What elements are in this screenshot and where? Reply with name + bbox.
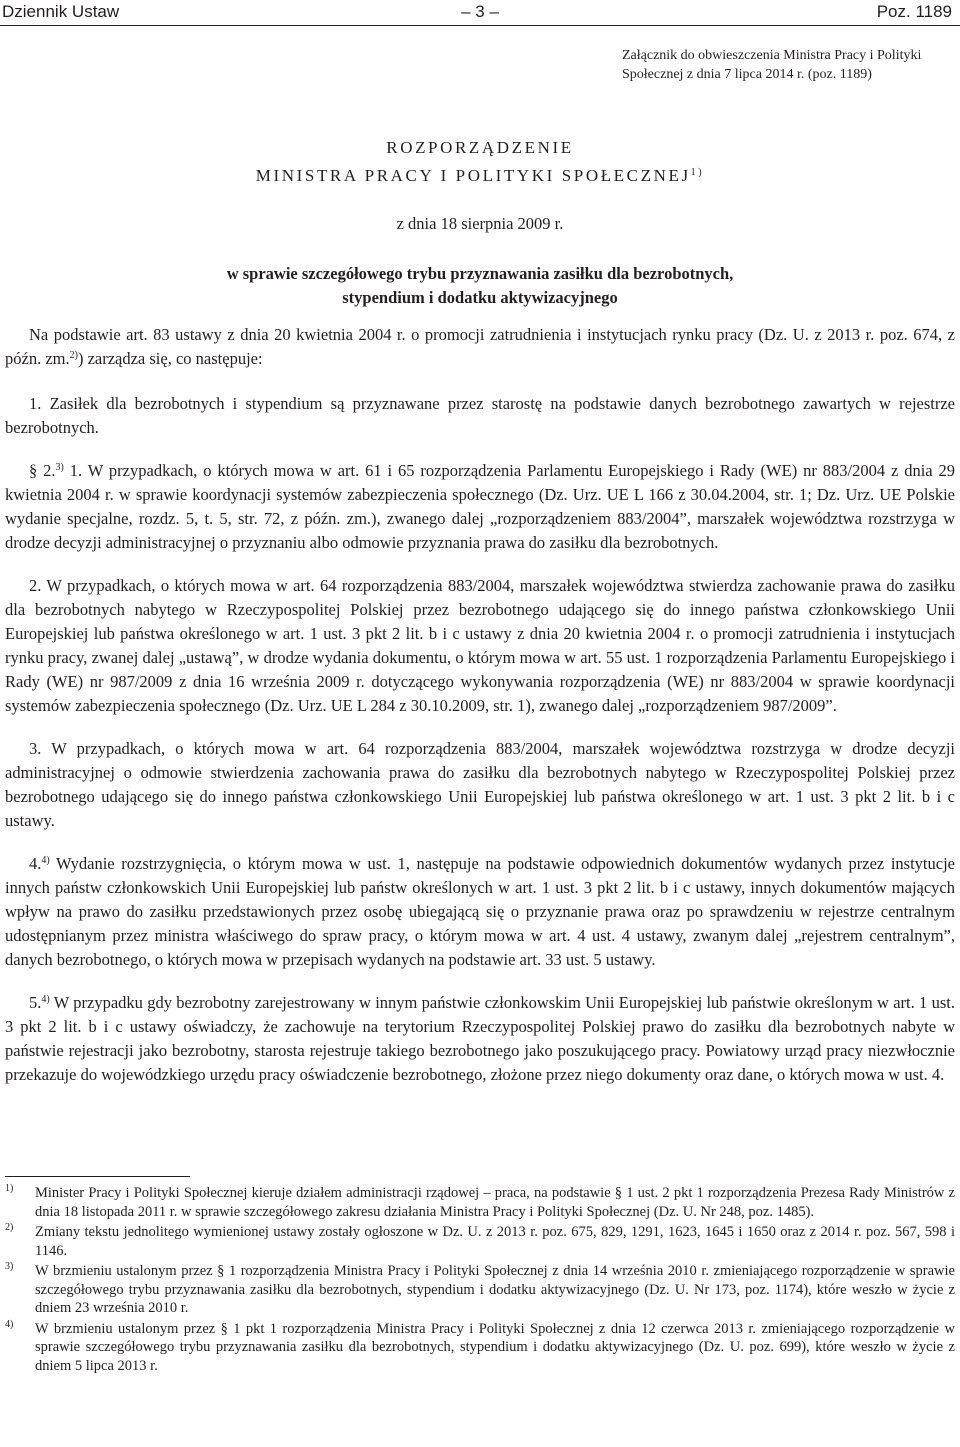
annex-note: Załącznik do obwieszczenia Ministra Pracy i Polityki Społecznej z dnia 7 lipca 2014 r. (poz. 1189)	[622, 48, 922, 82]
document-date: z dnia 18 sierpnia 2009 r.	[396, 214, 564, 233]
document-subject	[0, 262, 960, 310]
preamble-tail: ) zarządza się, co następuje:	[77, 349, 263, 368]
paragraph-text: Wydanie rozstrzygnięcia, o którym mowa w ust. 1, następuje na podstawie odpowiednich dokumentów wydanych przez instytucje innych państw członkowskich Unii Europejskiej lub państw określonych w art. 1 ust. 3 pkt 2 lit. b i c ustawy, innych dokumentów mających wpływ na prawo do zasiłku przedstawionych przez osobę ubiegającą się o przyznanie prawa oraz po sprawdzeniu w rejestrze centralnym udostępnianym przez ministra właściwego do spraw pracy, o którym mowa w art. 4 ust. 4 ustawy, zwanym dalej „rejestrem centralnym”, danych bezrobotnego, o których mowa w przepisach wydanych na podstawie art. 33 ust. 5 ustawy.	[5, 854, 955, 969]
paragraph: 3. W przypadkach, o których mowa w art. 64 rozporządzenia 883/2004, marszałek województwa rozstrzyga w drodze decyzji administracyjnej o odmowie stwierdzenia zachowania prawa do zasiłku dla bezrobotnych nabytego w Rzeczypospolitej Polskiej przez bezrobotnego udającego się do innego państwa członkowskiego Unii Europejskiej lub państwa określonego w art. 1 ust. 3 pkt 2 lit. b i c ustawy.	[5, 739, 955, 830]
item-position: Poz. 1189	[876, 2, 952, 21]
footnote-text: W brzmieniu ustalonym przez § 1 rozporządzenia Ministra Pracy i Polityki Społecznej z dnia 14 września 2010 r. zmieniającego rozporządzenie w sprawie szczegółowego trybu przyznawania zasiłku dla bezrobotnych, stypendium i dodatku aktywizacyjnego (Dz. U. Nr 173, poz. 1174), które weszło w życie z dniem 23 września 2010 r.	[35, 1263, 955, 1316]
footnote-mark: 4)	[5, 1318, 14, 1330]
footnote-ref: 4)	[41, 855, 50, 866]
footnote	[5, 1184, 955, 1221]
page-header	[0, 0, 960, 24]
paragraph: 1. Zasiłek dla bezrobotnych i stypendium są przyznawane przez starostę na podstawie danych bezrobotnego zawartych w rejestrze bezrobotnych.	[5, 394, 955, 437]
preamble-text: Na podstawie art. 83 ustawy z dnia 20 kwietnia 2004 r. o promocji zatrudnienia i instytucjach rynku pracy (Dz. U. z 2013 r. poz. 674, z późn. zm.	[5, 325, 955, 368]
paragraph-text: 1. W przypadkach, o których mowa w art. 61 i 65 rozporządzenia Parlamentu Europejskiego i Rady (WE) nr 883/2004 z dnia 29 kwietnia 2004 r. w sprawie koordynacji systemów zabezpieczenia społecznego (Dz. Urz. UE L 166 z 30.04.2004, str. 1; Dz. Urz. UE Polskie wydanie specjalne, rozdz. 5, t. 5, str. 72, z późn. zm.), zwanego dalej „rozporządzeniem 883/2004”, marszałek województwa rozstrzyga w drodze decyzji administracyjnej o przyznaniu albo odmowie przyznania prawa do zasiłku dla bezrobotnych.	[5, 461, 956, 552]
footnote-ref: 3)	[55, 462, 64, 473]
footnote-text: W brzmieniu ustalonym przez § 1 pkt 1 rozporządzenia Ministra Pracy i Polityki Społecznej z dnia 12 czerwca 2013 r. zmieniającego rozporządzenie w sprawie szczegółowego trybu przyznawania zasiłku dla bezrobotnych, stypendium i dodatku aktywizacyjnego (Dz. U. poz. 699), które weszło w życie z dniem 5 lipca 2013 r.	[35, 1320, 955, 1374]
paragraph	[5, 991, 955, 1087]
footnote-ref: 1)	[690, 167, 705, 178]
footnote	[5, 1262, 955, 1318]
paragraph	[5, 852, 955, 972]
issuing-authority	[0, 164, 960, 188]
subject-line: w sprawie szczegółowego trybu przyznawania zasiłku dla bezrobotnych,	[226, 264, 734, 283]
document-body	[5, 323, 955, 1106]
item-number: 4.	[29, 854, 42, 873]
footnote-ref: 4)	[41, 994, 50, 1005]
footnote-text: Zmiany tekstu jednolitego wymienionej ustawy zostały ogłoszone w Dz. U. z 2013 r. poz. 675, 829, 1291, 1623, 1645 i 1650 oraz z 2014 r. poz. 567, 598 i 1146.	[35, 1224, 955, 1259]
footnote	[5, 1320, 955, 1376]
page-number: – 3 –	[461, 2, 499, 21]
footnote-ref: 2)	[69, 350, 78, 361]
item-number: 5.	[29, 993, 42, 1012]
footnote-mark: 1)	[5, 1183, 14, 1194]
authority-text: MINISTRA PRACY I POLITYKI SPOŁECZNEJ	[255, 166, 691, 185]
footnote-text: Minister Pracy i Polityki Społecznej kieruje działem administracji rządowej – praca, na podstawie § 1 ust. 2 pkt 1 rozporządzenia Prezesa Rady Ministrów z dnia 18 listopada 2011 r. w sprawie szczegółowego zakresu działania Ministra Pracy i Polityki Społecznej (Dz. U. Nr 248, poz. 1485).	[35, 1185, 955, 1220]
footnote-mark: 2)	[5, 1222, 14, 1233]
document-type: ROZPORZĄDZENIE	[386, 138, 574, 157]
footnote-mark: 3)	[5, 1261, 14, 1272]
paragraph	[5, 459, 955, 555]
preamble	[5, 323, 955, 371]
paragraph-text: W przypadku gdy bezrobotny zarejestrowany w innym państwie członkowskim Unii Europejskiej lub państwie określonym w art. 1 ust. 3 pkt 2 lit. b i c ustawy oświadczy, że zachowuje na terytorium Rzeczypospolitej Polskiej prawo do zasiłku dla bezrobotnych nabyte w państwie rejestracji jako bezrobotny, starosta rejestruje takiego bezrobotnego jako poszukującego pracy. Powiatowy urząd pracy niezwłocznie przekazuje do wojewódzkiego urzędu pracy oświadczenie bezrobotnego, złożone przez niego dokumenty oraz dane, o których mowa w ust. 4.	[5, 993, 955, 1084]
header-rule	[0, 25, 960, 26]
section-number: § 2.	[29, 461, 56, 480]
footnotes	[5, 1184, 955, 1377]
footnote	[5, 1223, 955, 1260]
footnote-rule	[5, 1176, 190, 1177]
paragraph: 2. W przypadkach, o których mowa w art. 64 rozporządzenia 883/2004, marszałek województwa stwierdza zachowanie prawa do zasiłku dla bezrobotnych nabytego w Rzeczypospolitej Polskiej przez bezrobotnego udającego się do innego państwa członkowskiego Unii Europejskiej lub państwa określonego w art. 1 ust. 3 pkt 2 lit. b i c ustawy z dnia 20 kwietnia 2004 r. o promocji zatrudnienia i instytucjach rynku pracy, zwanej dalej „ustawą”, w drodze wydania dokumentu, o którym mowa w art. 55 ust. 1 rozporządzenia Parlamentu Europejskiego i Rady (WE) nr 987/2009 z dnia 16 września 2009 r. dotyczącego wykonywania rozporządzenia (WE) nr 883/2004 w sprawie koordynacji systemów zabezpieczenia społecznego (Dz. Urz. UE L 284 z 30.10.2009, str. 1), zwanego dalej „rozporządzeniem 987/2009”.	[5, 576, 955, 715]
subject-line: stypendium i dodatku aktywizacyjnego	[342, 288, 618, 307]
journal-name: Dziennik Ustaw	[2, 2, 120, 21]
